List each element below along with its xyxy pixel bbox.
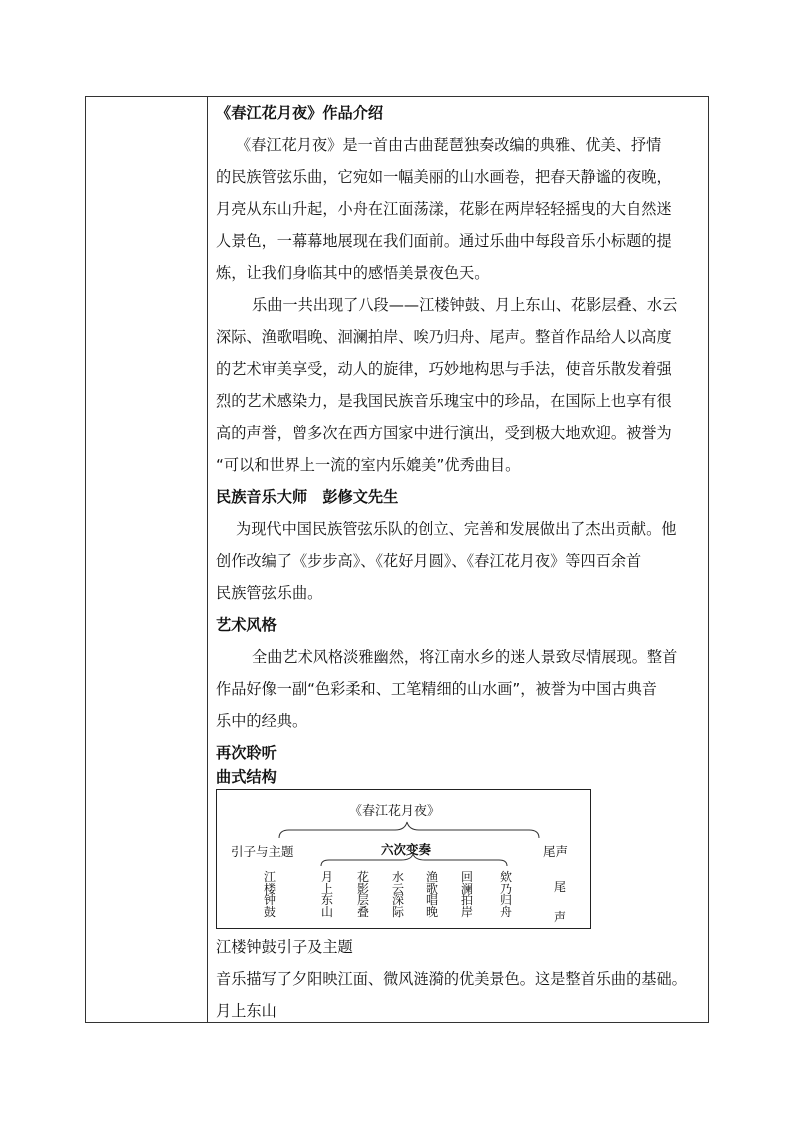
style-line: 全曲艺术风格淡雅幽然，将江南水乡的迷人景致尽情展现。整首 xyxy=(252,648,678,666)
diagram-column: 月上东山 xyxy=(320,870,333,919)
diagram-coda-label: 尾声 xyxy=(543,844,569,859)
diagram-column: 尾声 xyxy=(553,880,566,924)
diagram-column: 水云深际 xyxy=(391,870,404,919)
intro-heading: 《春江花月夜》作品介绍 xyxy=(216,104,384,122)
structure-heading: 曲式结构 xyxy=(216,768,277,786)
style-line: 乐中的经典。 xyxy=(216,712,308,730)
intro-para2-line: 乐曲一共出现了八段——江楼钟鼓、月上东山、花影层叠、水云 xyxy=(252,296,678,314)
master-line: 为现代中国民族管弦乐队的创立、完善和发展做出了杰出贡献。他 xyxy=(236,520,677,538)
structure-diagram xyxy=(216,789,591,929)
diagram-column: 花影层叠 xyxy=(356,870,369,919)
intro-para2-line: 烈的艺术感染力，是我国民族音乐瑰宝中的珍品，在国际上也享有很 xyxy=(216,392,672,410)
section1-text: 音乐描写了夕阳映江面、微风涟漪的优美景色。这是整首乐曲的基础。 xyxy=(216,970,687,988)
top-brace xyxy=(279,822,539,838)
diagram-title: 《春江花月夜》 xyxy=(349,804,441,819)
column-divider xyxy=(207,97,208,1022)
master-heading: 民族音乐大师 彭修文先生 xyxy=(216,488,399,506)
intro-para2-line: “可以和世界上一流的室内乐媲美”优秀曲目。 xyxy=(216,456,521,474)
intro-para2-line: 高的声誉，曾多次在西方国家中进行演出，受到极大地欢迎。被誉为 xyxy=(216,424,672,442)
intro-para1-line: 月亮从东山升起，小舟在江面荡漾，花影在两岸轻轻摇曳的大自然迷 xyxy=(216,200,672,218)
master-line: 民族管弦乐曲。 xyxy=(216,584,323,602)
diagram-column: 渔歌唱晚 xyxy=(425,870,438,919)
intro-para2-line: 的艺术审美享受，动人的旋律，巧妙地构思与手法，使音乐散发着强 xyxy=(216,360,672,378)
master-line: 创作改编了《步步高》、《花好月圆》、《春江花月夜》等四百余首 xyxy=(216,552,642,570)
style-heading: 艺术风格 xyxy=(216,616,277,634)
section2-heading: 月上东山 xyxy=(216,1002,277,1020)
diagram-variation-label: 六次变奏 xyxy=(381,842,432,857)
diagram-intro-label: 引子与主题 xyxy=(231,844,294,859)
diagram-column: 江楼钟鼓 xyxy=(263,870,276,919)
style-line: 作品好像一副“色彩柔和、工笔精细的山水画”，被誉为中国古典音 xyxy=(216,680,657,698)
intro-para1-line: 的民族管弦乐曲，它宛如一幅美丽的山水画卷，把春天静谧的夜晚， xyxy=(216,168,672,186)
listen-heading: 再次聆听 xyxy=(216,744,277,762)
section1-heading: 江楼钟鼓引子及主题 xyxy=(216,938,353,956)
intro-para1-line: 人景色，一幕幕地展现在我们面前。通过乐曲中每段音乐小标题的提 xyxy=(216,232,672,250)
intro-para2-line: 深际、渔歌唱晚、洄澜拍岸、唉乃归舟、尾声。整首作品给人以高度 xyxy=(216,328,672,346)
layout-table xyxy=(85,96,709,1023)
intro-para1-line: 炼，让我们身临其中的感悟美景夜色天。 xyxy=(216,264,490,282)
diagram-column: 回澜拍岸 xyxy=(460,870,473,919)
diagram-column: 欸乃归舟 xyxy=(499,870,512,919)
intro-para1-line: 《春江花月夜》是一首由古曲琵琶独奏改编的典雅、优美、抒情 xyxy=(236,136,662,154)
